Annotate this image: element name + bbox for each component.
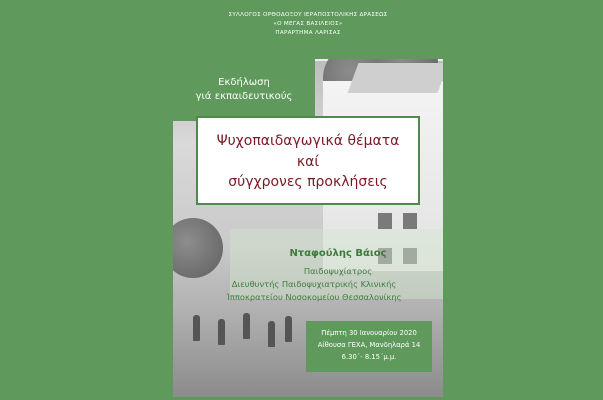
speaker-name: Νταφούλης Βάιος	[289, 248, 387, 259]
organization-line-3: ΠΑΡΑΡΤΗΜΑ ΛΑΡΙΣΑΣ	[275, 30, 341, 36]
title-line-1: Ψυχοπαιδαγωγικά θέματα	[216, 133, 400, 149]
event-venue: Αίθουσα ΓΕΧΑ, Μανδηλαρά 14	[317, 341, 421, 349]
speaker-role-1: Παιδοψυχίατρος	[303, 266, 373, 276]
roof-graphic	[348, 63, 443, 93]
title-box	[196, 116, 420, 205]
person-graphic	[218, 319, 225, 345]
title-line-2: καί	[296, 153, 320, 170]
person-graphic	[268, 321, 275, 347]
poster-title	[198, 131, 418, 193]
event-line-2: γιά εκπαιδευτικούς	[195, 91, 293, 102]
organization-name	[173, 11, 443, 38]
person-graphic	[285, 316, 292, 342]
speaker-role-3: Ίπποκρατείου Νοσοκομείου Θεσσαλονίκης	[226, 292, 402, 302]
title-line-3: σύγχρονες προκλήσεις	[228, 174, 388, 190]
event-poster	[173, 3, 443, 397]
window-graphic	[378, 213, 392, 229]
event-label	[173, 76, 315, 104]
event-time: 6.30΄- 8.15΄μ.μ.	[341, 353, 397, 361]
organization-line-2: «Ο ΜΕΓΑΣ ΒΑΣΙΛΕΙΟΣ»	[273, 21, 343, 27]
organization-line-1: ΣΥΛΛΟΓΟΣ ΟΡΘΟΔΟΞΟΥ ΙΕΡΑΠΟΣΤΟΛΙΚΗΣ ΔΡΑΣΕΩΣ	[228, 12, 388, 18]
person-graphic	[243, 313, 250, 339]
speaker-role-2: Διευθυντής Παιδοψυχιατρικής Κλινικής	[231, 279, 397, 289]
event-line-1: Εκδήλωση	[218, 77, 270, 88]
event-date: Πέμπτη 30 Ιανουαρίου 2020	[321, 329, 417, 337]
person-graphic	[193, 315, 200, 341]
window-graphic	[403, 213, 417, 229]
